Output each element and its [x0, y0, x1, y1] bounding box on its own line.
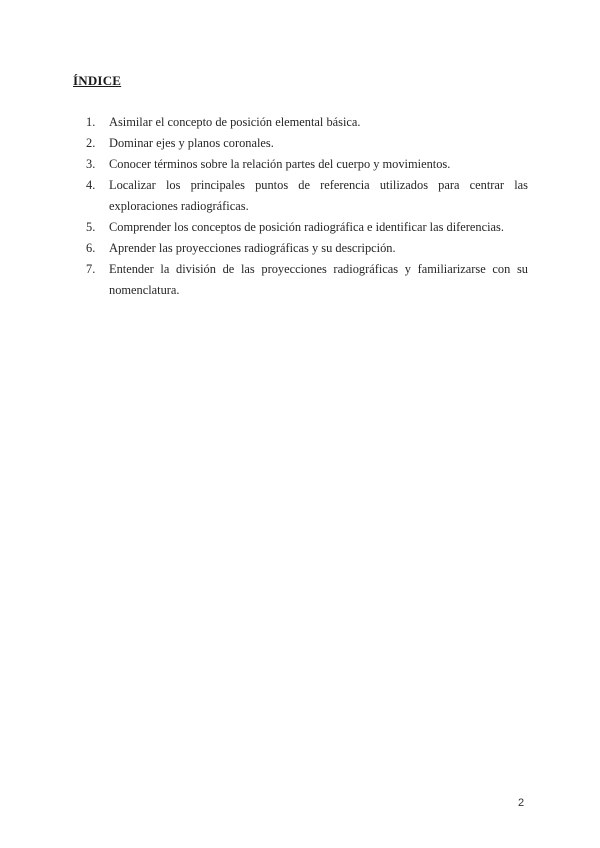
list-item-number: 5.	[86, 220, 96, 234]
list-item-text: Aprender las proyecciones radiográficas y su descripción.	[109, 241, 396, 255]
page-number: 2	[518, 797, 525, 809]
objectives-list	[86, 112, 528, 301]
list-item-number: 2.	[86, 136, 96, 150]
index-heading: ÍNDICE	[73, 73, 122, 88]
list-item-number: 6.	[86, 241, 96, 255]
list-item	[86, 217, 528, 238]
list-item-text: Comprender los conceptos de posición radiográfica e identificar las diferencias.	[109, 220, 504, 234]
list-item-text: Asimilar el concepto de posición elemental básica.	[109, 115, 361, 129]
list-item-text: Dominar ejes y planos coronales.	[109, 136, 274, 150]
list-item	[86, 133, 528, 154]
list-item	[86, 154, 528, 175]
list-item-number: 7.	[86, 262, 96, 276]
list-item	[86, 112, 528, 133]
list-item-text: Conocer términos sobre la relación partes del cuerpo y movimientos.	[109, 157, 451, 171]
list-item	[86, 259, 528, 301]
list-item	[86, 238, 528, 259]
list-item-number: 4.	[86, 178, 96, 192]
list-item	[86, 175, 528, 217]
list-item-text: Entender la división de las proyecciones radiográficas y familiarizarse con su nomenclatura.	[109, 262, 528, 297]
list-item-number: 1.	[86, 115, 96, 129]
list-item-number: 3.	[86, 157, 96, 171]
list-item-text: Localizar los principales puntos de referencia utilizados para centrar las exploraciones radiográficas.	[109, 178, 528, 213]
